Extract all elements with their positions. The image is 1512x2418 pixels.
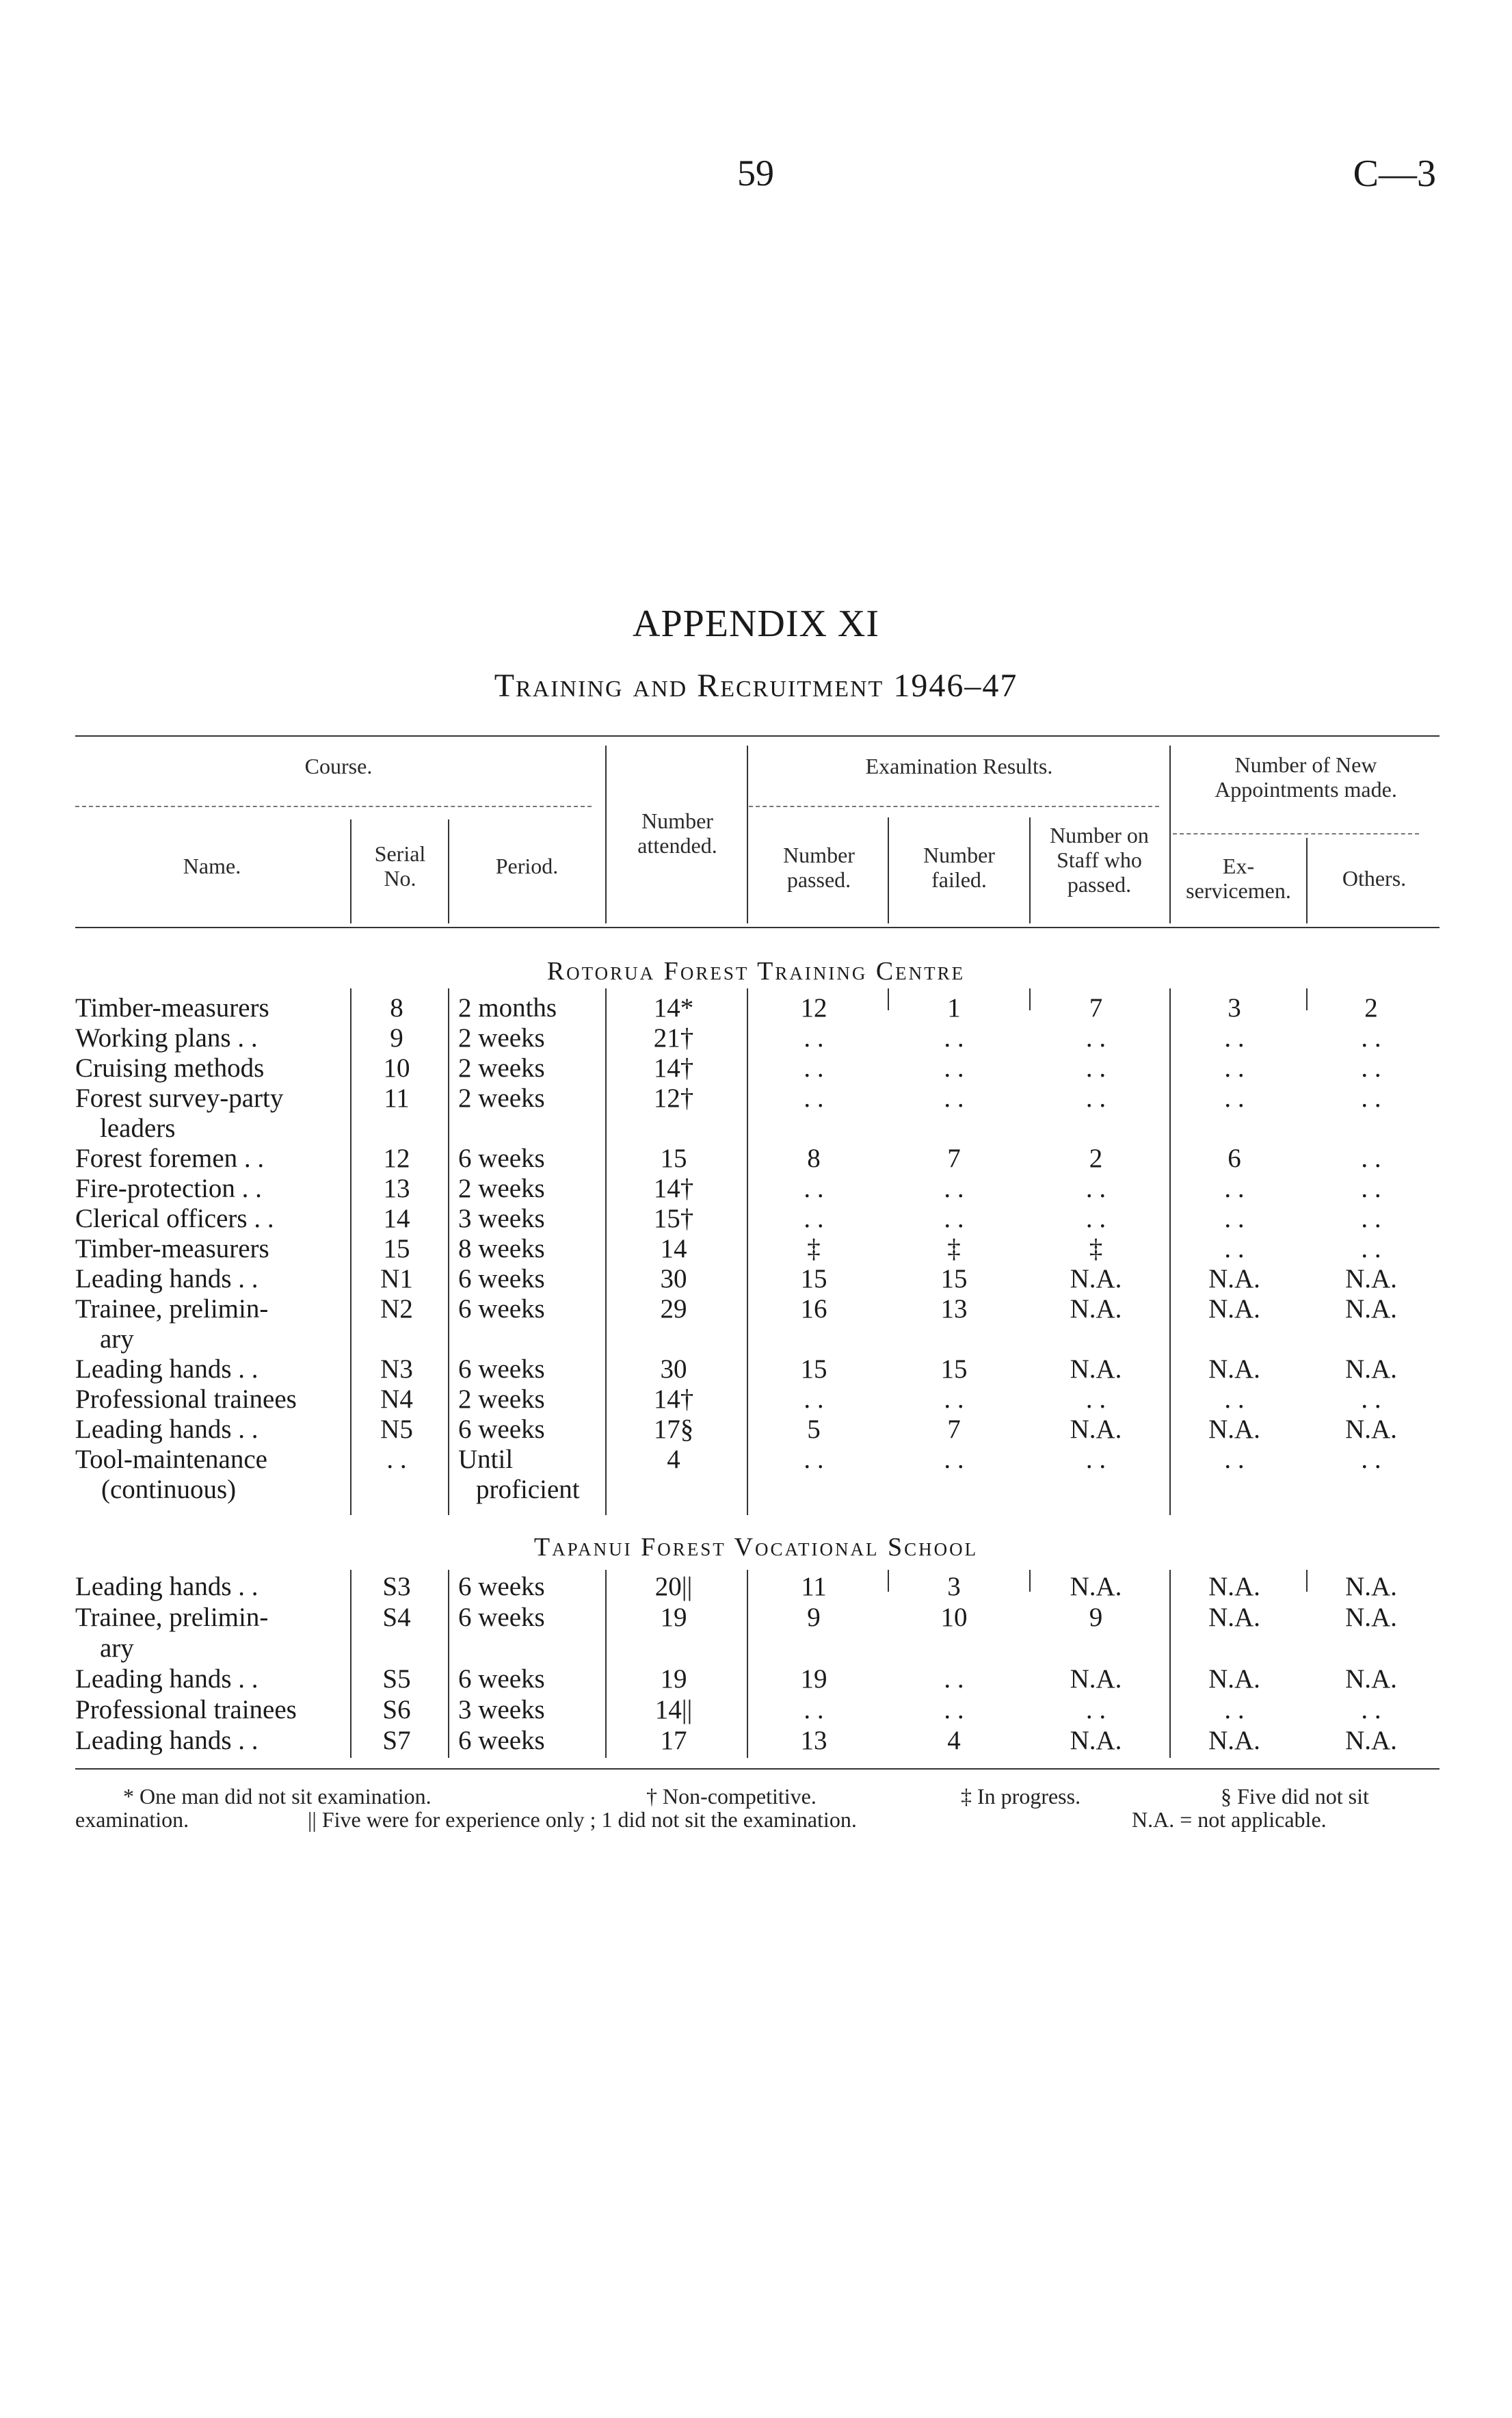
number-failed-cell: 13 [940,1294,968,1324]
ex-servicemen-cell: . . [1224,1174,1245,1203]
course-name-cell: (continuous) [101,1475,237,1504]
table-row [0,1475,1512,1505]
table-row [0,1294,1512,1324]
table-row [0,1114,1512,1144]
course-name-cell: ary [100,1324,134,1354]
number-passed-cell: . . [804,1023,824,1053]
footnote-dagger: † Non-competitive. [646,1784,817,1809]
course-name-cell: Leading hands . . [75,1726,258,1755]
number-attended-cell: 14† [653,1384,694,1414]
section-title-tapanui: Tapanui Forest Vocational School [533,1533,979,1562]
staff-passed-cell: . . [1085,1053,1106,1083]
serial-no-cell: N2 [380,1294,413,1324]
ex-servicemen-cell: N.A. [1208,1603,1260,1632]
staff-passed-cell: N.A. [1070,1664,1122,1694]
serial-no-cell: 9 [390,1023,403,1053]
others-cell: . . [1361,1023,1381,1053]
course-name-cell: Professional trainees [75,1695,297,1724]
others-cell: N.A. [1345,1603,1397,1632]
period-cell: proficient [476,1475,580,1504]
header-failed-line1: Number [923,843,995,867]
others-cell: N.A. [1345,1415,1397,1444]
period-cell: 2 weeks [458,1023,545,1053]
table-row [0,1023,1512,1053]
others-cell: N.A. [1345,1294,1397,1324]
period-cell: 6 weeks [458,1415,545,1444]
period-cell: 6 weeks [458,1572,545,1601]
number-attended-cell: 17 [660,1726,687,1755]
ex-servicemen-cell: . . [1224,1234,1245,1263]
number-failed-cell: 3 [947,1572,961,1601]
ex-servicemen-cell: . . [1224,1053,1245,1083]
footnote-double-dagger: ‡ In progress. [961,1784,1081,1809]
period-cell: 6 weeks [458,1294,545,1324]
period-cell: 6 weeks [458,1664,545,1694]
serial-no-cell: N5 [380,1415,413,1444]
table-row [0,1264,1512,1294]
number-failed-cell: . . [944,1664,964,1694]
others-cell: N.A. [1345,1264,1397,1293]
number-passed-cell: . . [804,1384,824,1414]
period-cell: 3 weeks [458,1695,545,1724]
header-serial [352,841,448,891]
number-attended-cell: 15† [653,1204,694,1233]
course-name-cell: Cruising methods [75,1053,265,1083]
number-passed-cell: . . [804,1445,824,1474]
table-row [0,1324,1512,1354]
header-passed-line1: Number [783,843,855,867]
staff-passed-cell: N.A. [1070,1264,1122,1293]
exam-group-rule [749,806,1159,807]
header-vrule [448,819,449,923]
number-passed-cell: . . [804,1695,824,1724]
period-cell: 6 weeks [458,1726,545,1755]
number-attended-cell: 17§ [653,1415,694,1444]
header-exam-results: Examination Results. [865,754,1053,778]
period-cell: Until [458,1445,514,1474]
course-name-cell: Working plans . . [75,1023,258,1053]
header-appointments [1171,752,1441,802]
staff-passed-cell: . . [1085,1083,1106,1113]
header-failed-line2: failed. [931,867,987,892]
ex-servicemen-cell: . . [1224,1023,1245,1053]
period-cell: 2 weeks [458,1083,545,1113]
staff-passed-cell: N.A. [1070,1572,1122,1601]
number-failed-cell: 1 [947,993,961,1023]
header-vrule [605,746,607,923]
number-attended-cell: 20|| [654,1572,693,1601]
serial-no-cell: S7 [382,1726,411,1755]
period-cell: 8 weeks [458,1234,545,1263]
period-cell: 2 weeks [458,1174,545,1203]
ex-servicemen-cell: N.A. [1208,1264,1260,1293]
course-name-cell: Leading hands . . [75,1664,258,1694]
footnote-asterisk: * One man did not sit examination. [123,1784,432,1809]
table-row [0,1726,1512,1756]
staff-passed-cell: N.A. [1070,1354,1122,1384]
number-passed-cell: 11 [801,1572,827,1601]
others-cell: . . [1361,1144,1381,1173]
others-cell: . . [1361,1695,1381,1724]
staff-passed-cell: N.A. [1070,1415,1122,1444]
number-failed-cell: 4 [947,1726,961,1755]
table-row [0,1633,1512,1664]
footnote-section-cont: examination. [75,1807,189,1832]
number-failed-cell: 15 [940,1354,968,1384]
serial-no-cell: N1 [380,1264,413,1293]
period-cell: 6 weeks [458,1354,545,1384]
table-subtitle: Training and Recruitment 1946–47 [494,668,1018,704]
table-row [0,1144,1512,1174]
others-cell: N.A. [1345,1354,1397,1384]
number-attended-cell: 15 [660,1144,687,1173]
others-cell: . . [1361,1445,1381,1474]
header-staff-line2: Staff who [1057,847,1142,872]
number-passed-cell: ‡ [807,1234,821,1263]
number-passed-cell: 9 [807,1603,821,1632]
others-cell: . . [1361,1174,1381,1203]
table-row [0,1354,1512,1384]
header-staff-line3: passed. [1067,872,1132,897]
serial-no-cell: 8 [390,993,403,1023]
number-passed-cell: 8 [807,1144,821,1173]
header-attended-line2: attended. [637,833,717,858]
table-row [0,1603,1512,1633]
serial-no-cell: S5 [382,1664,411,1694]
header-period: Period. [495,854,559,878]
header-vrule [350,819,352,923]
table-row [0,1445,1512,1475]
course-name-cell: Trainee, prelimin- [75,1294,269,1324]
table-row [0,1572,1512,1602]
header-appointments-line1: Number of New [1234,752,1377,777]
number-passed-cell: 19 [800,1664,827,1694]
header-ex-line2: servicemen. [1186,878,1291,903]
serial-no-cell: S3 [382,1572,411,1601]
number-attended-cell: 12† [653,1083,694,1113]
ex-servicemen-cell: . . [1224,1445,1245,1474]
others-cell: N.A. [1345,1726,1397,1755]
header-course: Course. [304,754,373,778]
header-serial-line1: Serial [374,841,426,866]
number-failed-cell: . . [944,1695,964,1724]
serial-no-cell: S4 [382,1603,411,1632]
period-cell: 6 weeks [458,1603,545,1632]
serial-no-cell: N3 [380,1354,413,1384]
course-name-cell: Clerical officers . . [75,1204,274,1233]
header-passed-line2: passed. [786,867,851,892]
footnote-parallel: || Five were for experience only ; 1 did not sit the examination. [308,1807,857,1832]
number-attended-cell: 14† [653,1174,694,1203]
serial-no-cell: 12 [383,1144,410,1173]
number-passed-cell: . . [804,1174,824,1203]
number-passed-cell: . . [804,1083,824,1113]
number-failed-cell: 10 [940,1603,968,1632]
course-name-cell: Leading hands . . [75,1354,258,1384]
number-failed-cell: . . [944,1083,964,1113]
number-failed-cell: . . [944,1053,964,1083]
ex-servicemen-cell: N.A. [1208,1354,1260,1384]
course-name-cell: Timber-measurers [75,1234,269,1263]
others-cell: N.A. [1345,1572,1397,1601]
number-attended-cell: 14|| [654,1695,693,1724]
staff-passed-cell: N.A. [1070,1294,1122,1324]
table-bottom-rule [75,1768,1440,1770]
number-attended-cell: 19 [660,1603,687,1632]
footnote-section: § Five did not sit [1221,1784,1369,1809]
ex-servicemen-cell: . . [1224,1384,1245,1414]
staff-passed-cell: 9 [1089,1603,1103,1632]
ex-servicemen-cell: . . [1224,1695,1245,1724]
header-ex-line1: Ex- [1222,854,1255,878]
number-passed-cell: 12 [800,993,827,1023]
table-row [0,1053,1512,1083]
course-group-rule [75,806,592,807]
ex-servicemen-cell: . . [1224,1204,1245,1233]
number-attended-cell: 30 [660,1264,687,1293]
others-cell: . . [1361,1083,1381,1113]
number-passed-cell: . . [804,1053,824,1083]
number-failed-cell: 7 [947,1144,961,1173]
course-name-cell: Leading hands . . [75,1572,258,1601]
course-name-cell: Forest foremen . . [75,1144,265,1173]
number-passed-cell: 15 [800,1264,827,1293]
appendix-title: APPENDIX XI [633,603,879,645]
course-name-cell: Leading hands . . [75,1264,258,1293]
header-staff-line1: Number on [1050,823,1149,847]
page-number: 59 [737,153,774,194]
serial-no-cell: 15 [383,1234,410,1263]
table-row [0,1664,1512,1694]
section-title-rotorua: Rotorua Forest Training Centre [546,957,966,986]
ex-servicemen-cell: N.A. [1208,1415,1260,1444]
table-row [0,993,1512,1023]
ex-servicemen-cell: 6 [1228,1144,1241,1173]
staff-passed-cell: . . [1085,1384,1106,1414]
header-passed [749,843,889,892]
course-name-cell: Fire-protection . . [75,1174,262,1203]
number-attended-cell: 30 [660,1354,687,1384]
others-cell: 2 [1364,993,1378,1023]
number-attended-cell: 19 [660,1664,687,1694]
header-name: Name. [183,854,241,878]
period-cell: 2 weeks [458,1053,545,1083]
staff-passed-cell: . . [1085,1023,1106,1053]
ex-servicemen-cell: N.A. [1208,1294,1260,1324]
others-cell: . . [1361,1384,1381,1414]
serial-no-cell: . . [386,1445,407,1474]
period-cell: 2 weeks [458,1384,545,1414]
table-row [0,1234,1512,1264]
table-row [0,1695,1512,1725]
number-passed-cell: 13 [800,1726,827,1755]
staff-passed-cell: ‡ [1089,1234,1103,1263]
course-name-cell: Professional trainees [75,1384,297,1414]
number-attended-cell: 14* [653,993,694,1023]
ex-servicemen-cell: N.A. [1208,1726,1260,1755]
course-name-cell: Forest survey-party [75,1083,284,1113]
number-attended-cell: 4 [667,1445,680,1474]
period-cell: 3 weeks [458,1204,545,1233]
staff-passed-cell: 2 [1089,1144,1103,1173]
table-row [0,1415,1512,1445]
number-passed-cell: 5 [807,1415,821,1444]
others-cell: . . [1361,1204,1381,1233]
footnote-na: N.A. = not applicable. [1132,1807,1327,1832]
serial-no-cell: 13 [383,1174,410,1203]
staff-passed-cell: N.A. [1070,1726,1122,1755]
period-cell: 2 months [458,993,557,1023]
serial-no-cell: 11 [384,1083,410,1113]
course-name-cell: Timber-measurers [75,993,269,1023]
number-failed-cell: 15 [940,1264,968,1293]
number-failed-cell: ‡ [947,1234,961,1263]
others-cell: . . [1361,1053,1381,1083]
number-passed-cell: 15 [800,1354,827,1384]
number-passed-cell: . . [804,1204,824,1233]
header-attended-line1: Number [641,809,713,833]
table-row [0,1384,1512,1415]
table-row [0,1204,1512,1234]
period-cell: 6 weeks [458,1264,545,1293]
number-failed-cell: . . [944,1204,964,1233]
ex-servicemen-cell: N.A. [1208,1572,1260,1601]
number-attended-cell: 14 [660,1234,687,1263]
header-others: Others. [1342,866,1407,891]
course-name-cell: ary [100,1633,134,1663]
number-attended-cell: 14† [653,1053,694,1083]
header-serial-line2: No. [384,866,416,891]
number-failed-cell: . . [944,1023,964,1053]
staff-passed-cell: . . [1085,1445,1106,1474]
serial-no-cell: N4 [380,1384,413,1414]
course-name-cell: leaders [100,1114,176,1143]
number-attended-cell: 29 [660,1294,687,1324]
number-failed-cell: . . [944,1384,964,1414]
staff-passed-cell: . . [1085,1174,1106,1203]
header-bottom-rule [75,927,1440,928]
number-attended-cell: 21† [653,1023,694,1053]
table-top-rule [75,735,1440,737]
staff-passed-cell: 7 [1089,993,1103,1023]
serial-no-cell: 14 [383,1204,410,1233]
ex-servicemen-cell: 3 [1228,993,1241,1023]
table-row [0,1083,1512,1114]
number-failed-cell: 7 [947,1415,961,1444]
staff-passed-cell: . . [1085,1204,1106,1233]
serial-no-cell: S6 [382,1695,411,1724]
number-failed-cell: . . [944,1174,964,1203]
appointments-group-rule [1173,833,1419,835]
header-staff-passed [1029,823,1169,897]
ex-servicemen-cell: . . [1224,1083,1245,1113]
header-ex-servicemen [1171,854,1306,903]
others-cell: N.A. [1345,1664,1397,1694]
course-name-cell: Trainee, prelimin- [75,1603,269,1632]
course-name-cell: Leading hands . . [75,1415,258,1444]
header-failed [889,843,1029,892]
table-row [0,1174,1512,1204]
serial-no-cell: 10 [383,1053,410,1083]
header-attended [607,809,747,858]
course-name-cell: Tool-maintenance [75,1445,267,1474]
number-failed-cell: . . [944,1445,964,1474]
ex-servicemen-cell: N.A. [1208,1664,1260,1694]
header-appointments-line2: Appointments made. [1215,777,1397,802]
staff-passed-cell: . . [1085,1695,1106,1724]
others-cell: . . [1361,1234,1381,1263]
document-reference: C—3 [1353,153,1436,195]
number-passed-cell: 16 [800,1294,827,1324]
period-cell: 6 weeks [458,1144,545,1173]
